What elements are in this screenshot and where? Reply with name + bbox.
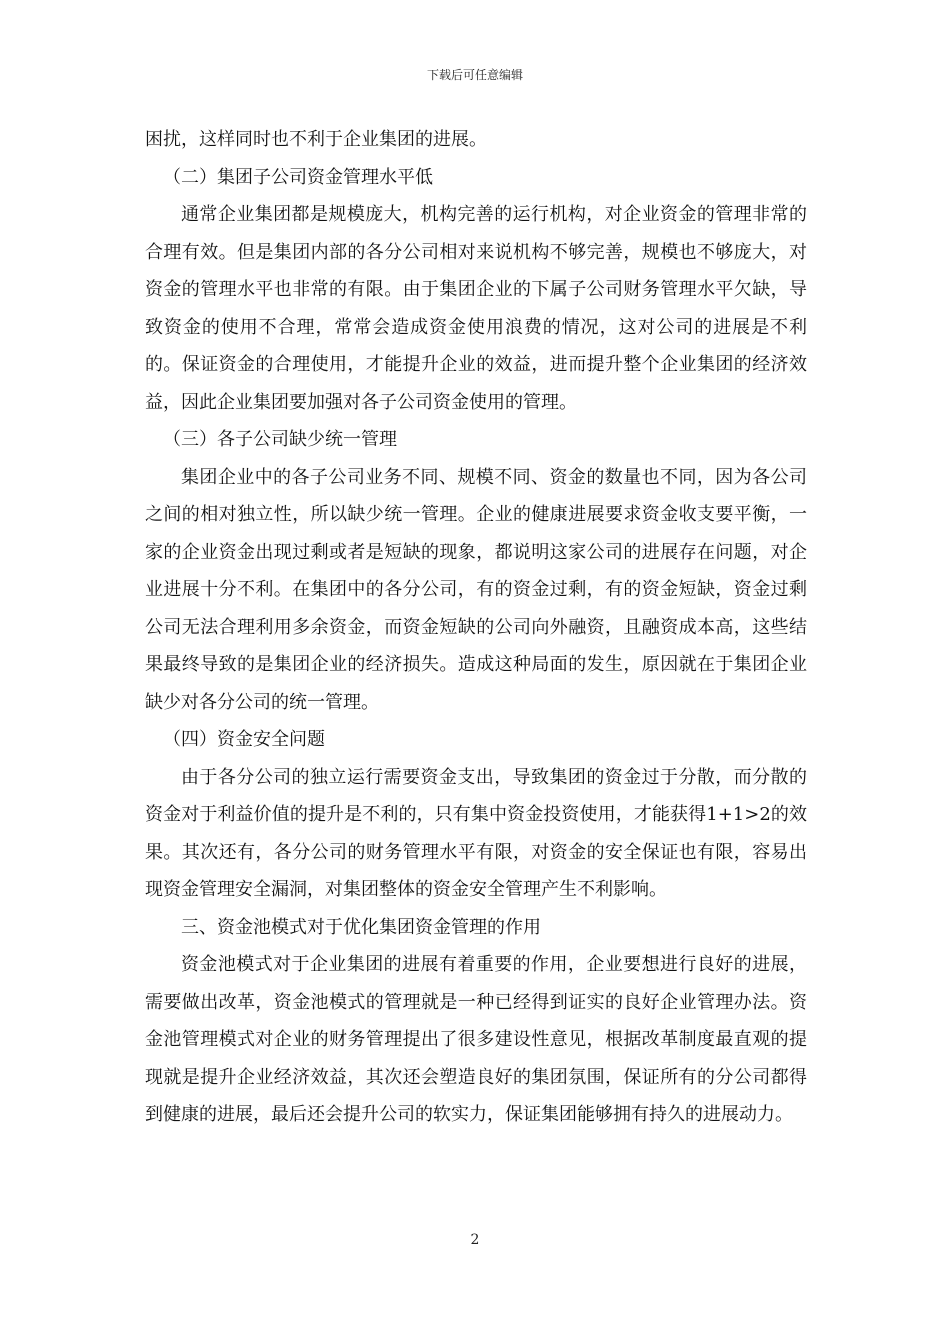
section-heading-three: 三、资金池模式对于优化集团资金管理的作用	[181, 916, 541, 938]
paragraph-three: 集团企业中的各子公司业务不同、规模不同、资金的数量也不同，因为各公司之间的相对独立性，所以缺少统一管理。企业的健康进展要求资金收支要平衡，一家的企业资金出现过剩或者是短缺的现象，都说明这家公司的进展存在问题，对企业进展十分不利。在集团中的各分公司，有的资金过剩，有的资金短缺，资金过剩公司无法合理利用多余资金，而资金短缺的公司向外融资，且融资成本高，这些结果最终导致的是集团企业的经济损失。造成这种局面的发生，原因就在于集团企业缺少对各分公司的统一管理。	[145, 466, 807, 713]
document-body	[145, 121, 807, 1134]
paragraph-four: 由于各分公司的独立运行需要资金支出，导致集团的资金过于分散，而分散的资金对于利益价值的提升是不利的，只有集中资金投资使用，才能获得1+1>2的效果。其次还有，各分公司的财务管理水平有限，对资金的安全保证也有限，容易出现资金管理安全漏洞，对集团整体的资金安全管理产生不利影响。	[145, 766, 807, 900]
subheading-four: （四）资金安全问题	[163, 729, 325, 750]
subheading-two: （二）集团子公司资金管理水平低	[163, 166, 433, 188]
page-header: 下载后可任意编辑	[426, 68, 523, 82]
paragraph-continuation: 困扰，这样同时也不利于企业集团的进展。	[145, 129, 487, 150]
paragraph-two: 通常企业集团都是规模庞大，机构完善的运行机构，对企业资金的管理非常的合理有效。但是集团内部的各分公司相对来说机构不够完善，规模也不够庞大，对资金的管理水平也非常的有限。由于集团企业的下属子公司财务管理水平欠缺，导致资金的使用不合理，常常会造成资金使用浪费的情况，这对公司的进展是不利的。保证资金的合理使用，才能提升企业的效益，进而提升整个企业集团的经济效益，因此企业集团要加强对各子公司资金使用的管理。	[145, 204, 807, 413]
page-number: 2	[470, 1232, 480, 1248]
paragraph-section-three: 资金池模式对于企业集团的进展有着重要的作用，企业要想进行良好的进展，需要做出改革，资金池模式的管理就是一种已经得到证实的良好企业管理办法。资金池管理模式对企业的财务管理提出了很多建设性意见，根据改革制度最直观的提现就是提升企业经济效益，其次还会塑造良好的集团氛围，保证所有的分公司都得到健康的进展，最后还会提升公司的软实力，保证集团能够拥有持久的进展动力。	[145, 954, 807, 1125]
subheading-three: （三）各子公司缺少统一管理	[163, 429, 397, 450]
